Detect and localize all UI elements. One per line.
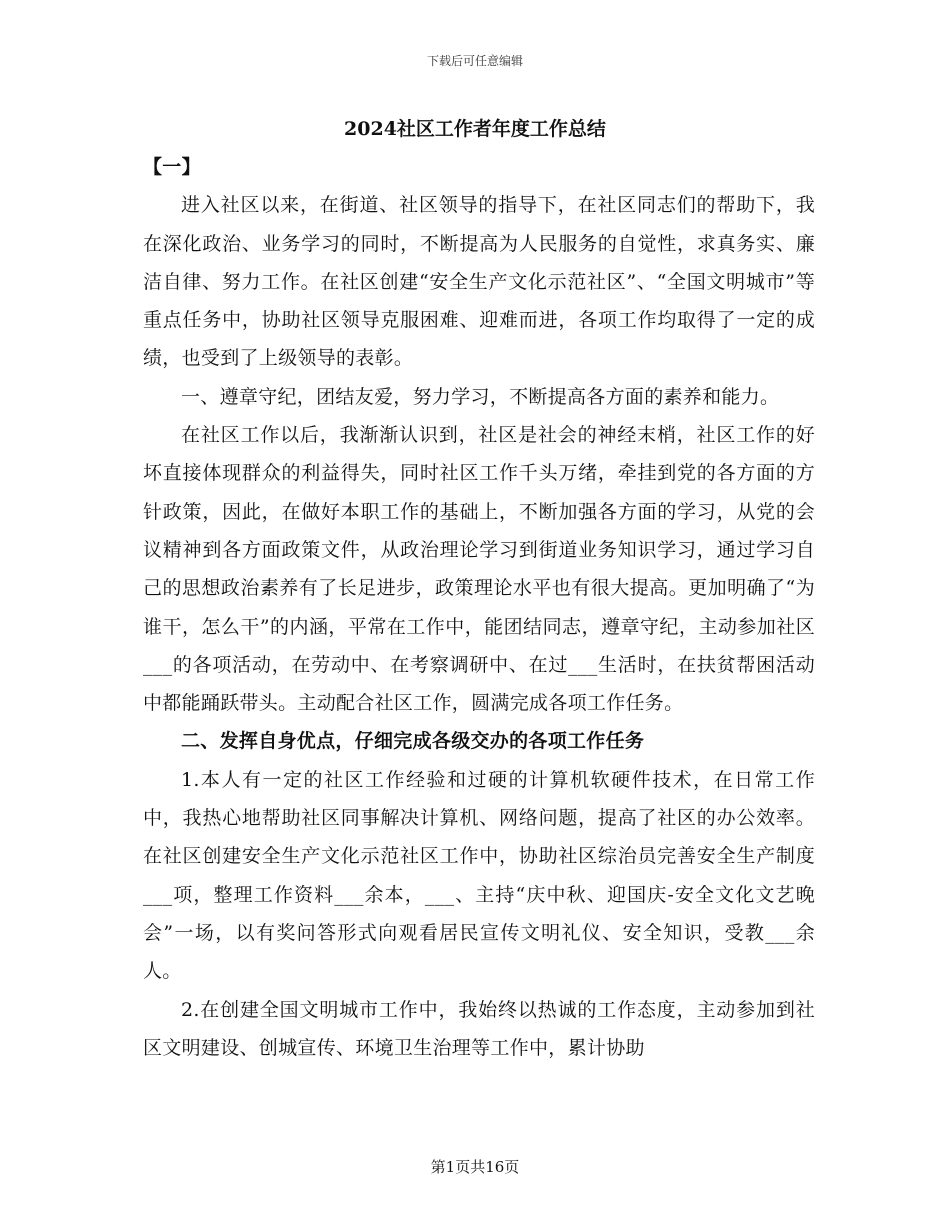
paragraph-item-2: 2.在创建全国文明城市工作中，我始终以热诚的工作态度，主动参加到社区文明建设、创城宣传、环境卫生治理等工作中，累计协助 — [143, 998, 815, 1059]
page-footer: 第1页共16页 — [430, 1158, 520, 1176]
section-mark: 【一】 — [143, 156, 201, 178]
page-header: 下载后可任意编辑 — [426, 54, 523, 68]
document-title: 2024社区工作者年度工作总结 — [344, 118, 606, 140]
paragraph-item-1: 1.本人有一定的社区工作经验和过硬的计算机软硬件技术，在日常工作中，我热心地帮助社区同事解决计算机、网络问题，提高了社区的办公效率。在社区创建安全生产文化示范社区工作中，协助社区综治员完善安全生产制度___项，整理工作资料___余本，___、主持“庆中秋、迎国庆-安全文化文艺晚会”一场，以有奖问答形式向观看居民宣传文明礼仪、安全知识，受教___余人。 — [143, 768, 815, 983]
document-body — [143, 148, 815, 1067]
paragraph-intro: 进入社区以来，在街道、社区领导的指导下，在社区同志们的帮助下，我在深化政治、业务学习的同时，不断提高为人民服务的自觉性，求真务实、廉洁自律、努力工作。在社区创建“安全生产文化示范社区”、“全国文明城市”等重点任务中，协助社区领导克服困难、迎难而进，各项工作均取得了一定的成绩，也受到了上级领导的表彰。 — [143, 194, 815, 370]
paragraph-heading-1: 一、遵章守纪，团结友爱，努力学习，不断提高各方面的素养和能力。 — [181, 385, 780, 408]
paragraph-heading-2: 二、发挥自身优点，仔细完成各级交办的各项工作任务 — [181, 730, 645, 753]
paragraph-study: 在社区工作以后，我渐渐认识到，社区是社会的神经末梢，社区工作的好坏直接体现群众的利益得失，同时社区工作千头万绪，牵挂到党的各方面的方针政策，因此，在做好本职工作的基础上，不断加强各方面的学习，从党的会议精神到各方面政策文件，从政治理论学习到街道业务知识学习，通过学习自己的思想政治素养有了长足进步，政策理论水平也有很大提高。更加明确了“为谁干，怎么干”的内涵，平常在工作中，能团结同志，遵章守纪，主动参加社区___的各项活动，在劳动中、在考察调研中、在过___生活时，在扶贫帮困活动中都能踊跃带头。主动配合社区工作，圆满完成各项工作任务。 — [143, 424, 815, 715]
